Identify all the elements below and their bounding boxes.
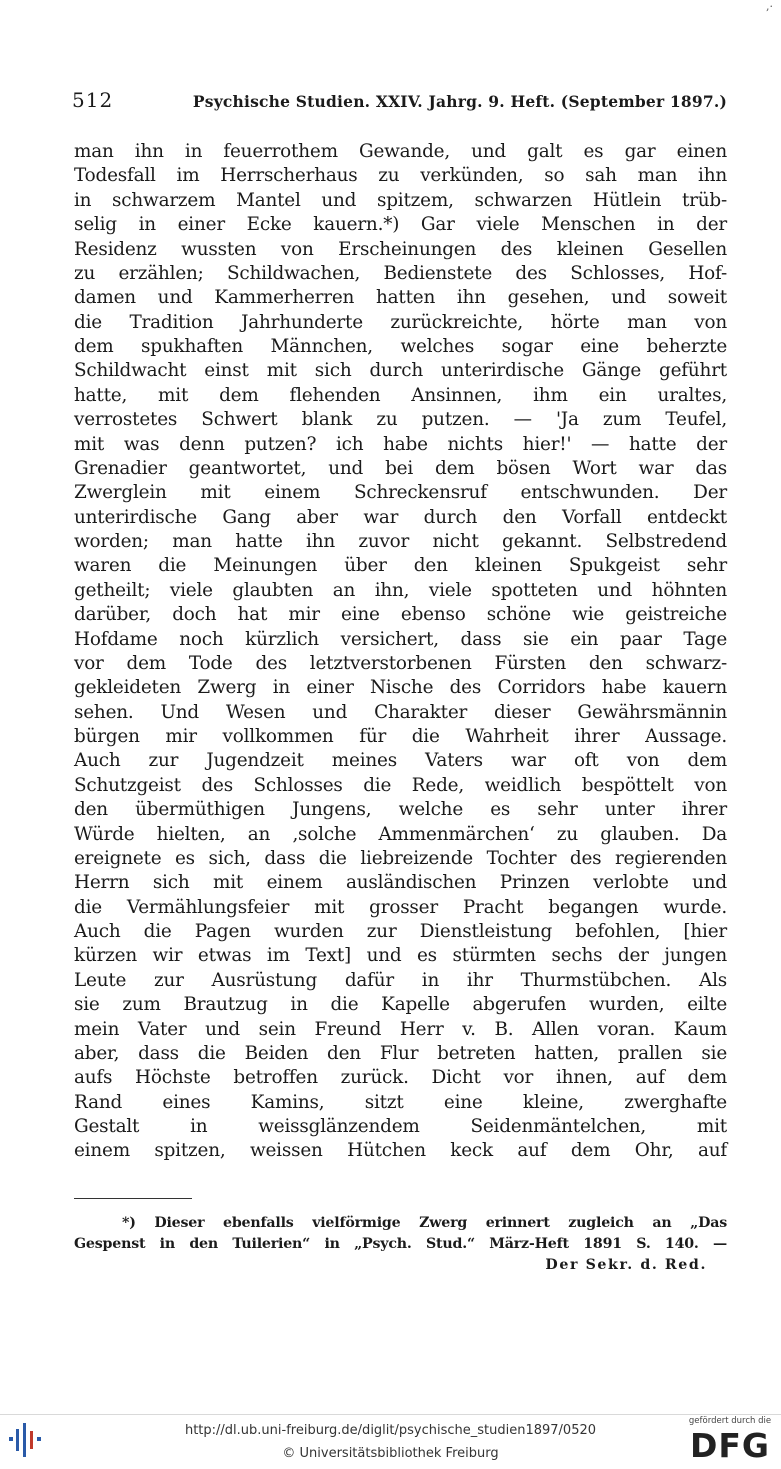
text-line: gekleideten Zwerg in einer Nische des Corridors habe kauern — [74, 677, 727, 699]
text-line: Todesfall im Herrscherhaus zu verkünden, so sah man ihn — [74, 165, 727, 187]
text-line: Würde hielten, an ‚solche Ammenmärchen‘ zu glauben. Da — [74, 823, 727, 845]
text-line: die Vermählungsfeier mit grosser Pracht begangen wurde. — [74, 896, 727, 918]
text-line: Auch die Pagen wurden zur Dienstleistung befohlen, [hier — [74, 921, 727, 942]
copyright-notice: © Universitätsbibliothek Freiburg — [282, 1446, 499, 1461]
text-line: zu erzählen; Schildwachen, Bedienstete des Schlosses, Hof- — [74, 262, 727, 284]
text-line: kürzen wir etwas im Text] und es stürmten sechs der jungen — [74, 945, 727, 967]
document-url[interactable]: http://dl.ub.uni-freiburg.de/diglit/psychische_studien1897/0520 — [184, 1423, 597, 1438]
scan-mark: ,· — [766, 0, 773, 13]
text-line: worden; man hatte ihn zuvor nicht gekannt. Selbstredend — [74, 531, 727, 552]
text-line: getheilt; viele glaubten an ihn, viele spotteten und höhnten — [74, 579, 727, 601]
text-line: Herrn sich mit einem ausländischen Prinzen verlobte und — [74, 872, 727, 894]
text-line: Hofdame noch kürzlich versichert, dass sie ein paar Tage — [74, 628, 727, 650]
text-line: Schutzgeist des Schlosses die Rede, weidlich bespöttelt von — [74, 774, 727, 796]
text-line: damen und Kammerherren hatten ihn gesehen, und soweit — [74, 287, 727, 309]
footnote — [74, 1213, 727, 1276]
text-line: in schwarzem Mantel und spitzem, schwarzen Hütlein trüb- — [74, 189, 727, 211]
text-line: ereignete es sich, dass die liebreizende Tochter des regierenden — [74, 847, 727, 869]
text-line: mein Vater und sein Freund Herr v. B. Allen voran. Kaum — [74, 1018, 727, 1040]
dfg-logo — [684, 1416, 776, 1466]
text-line: verrostetes Schwert blank zu putzen. — 'Ja zum Teufel, — [74, 409, 727, 431]
dfg-wordmark: DFG — [689, 1426, 771, 1465]
text-line: den übermüthigen Jungens, welche es sehr unter ihrer — [74, 799, 727, 821]
text-line: man ihn in feuerrothem Gewande, und galt es gar einen — [74, 141, 727, 162]
text-line: mit was denn putzen? ich habe nichts hier!' — hatte der — [74, 433, 727, 455]
text-line: einem spitzen, weissen Hütchen keck auf dem Ohr, auf — [74, 1140, 727, 1162]
text-line: bürgen mir vollkommen für die Wahrheit ihrer Aussage. — [74, 726, 727, 747]
body-text — [74, 140, 727, 1164]
text-line: Rand eines Kamins, sitzt eine kleine, zwerghafte — [74, 1091, 727, 1113]
text-line: Gestalt in weissglänzendem Seidenmäntelchen, mit — [74, 1116, 727, 1137]
text-line: Zwerglein mit einem Schreckensruf entschwunden. Der — [74, 482, 727, 504]
text-line: sehen. Und Wesen und Charakter dieser Gewährsmännin — [74, 701, 727, 723]
text-line: waren die Meinungen über den kleinen Spukgeist sehr — [74, 555, 727, 577]
footnote-rule — [74, 1198, 192, 1199]
text-line: Leute zur Ausrüstung dafür in ihr Thurmstübchen. Als — [74, 969, 727, 991]
text-line: unterirdische Gang aber war durch den Vorfall entdeckt — [74, 506, 727, 528]
page-number: 512 — [72, 88, 114, 112]
running-title: Psychische Studien. XXIV. Jahrg. 9. Heft. (September 1897.) — [192, 92, 727, 111]
text-line: aufs Höchste betroffen zurück. Dicht vor ihnen, auf dem — [74, 1067, 727, 1089]
text-line: Auch zur Jugendzeit meines Vaters war oft von dem — [74, 750, 727, 772]
text-line: Schildwacht einst mit sich durch unterirdische Gänge geführt — [74, 360, 727, 382]
dfg-caption: gefördert durch die — [688, 1416, 772, 1426]
text-line: vor dem Tode des letztverstorbenen Fürsten den schwarz- — [74, 652, 727, 674]
text-line: Residenz wussten von Erscheinungen des kleinen Gesellen — [74, 238, 727, 260]
text-line: Grenadier geantwortet, und bei dem bösen Wort war das — [74, 457, 727, 479]
text-line: hatte, mit dem flehenden Ansinnen, ihm ein uraltes, — [74, 384, 727, 406]
text-line: sie zum Brautzug in die Kapelle abgerufen wurden, eilte — [74, 994, 727, 1016]
text-line: aber, dass die Beiden den Flur betreten hatten, prallen sie — [74, 1042, 727, 1064]
text-line: selig in einer Ecke kauern.*) Gar viele Menschen in der — [74, 214, 727, 236]
text-line: darüber, doch hat mir eine ebenso schöne wie geistreiche — [74, 604, 727, 626]
running-header — [72, 88, 727, 112]
footnote-signature: Der Sekr. d. Red. — [545, 1257, 707, 1273]
text-line: die Tradition Jahrhunderte zurückreichte, hörte man von — [74, 311, 727, 333]
footnote-line: *) Dieser ebenfalls vielförmige Zwerg erinnert zugleich an „Das — [122, 1215, 727, 1231]
text-line: dem spukhaften Männchen, welches sogar eine beherzte — [74, 336, 727, 357]
footnote-line: Gespenst in den Tuilerien“ in „Psych. Stud.“ März-Heft 1891 S. 140. — — [74, 1236, 727, 1252]
